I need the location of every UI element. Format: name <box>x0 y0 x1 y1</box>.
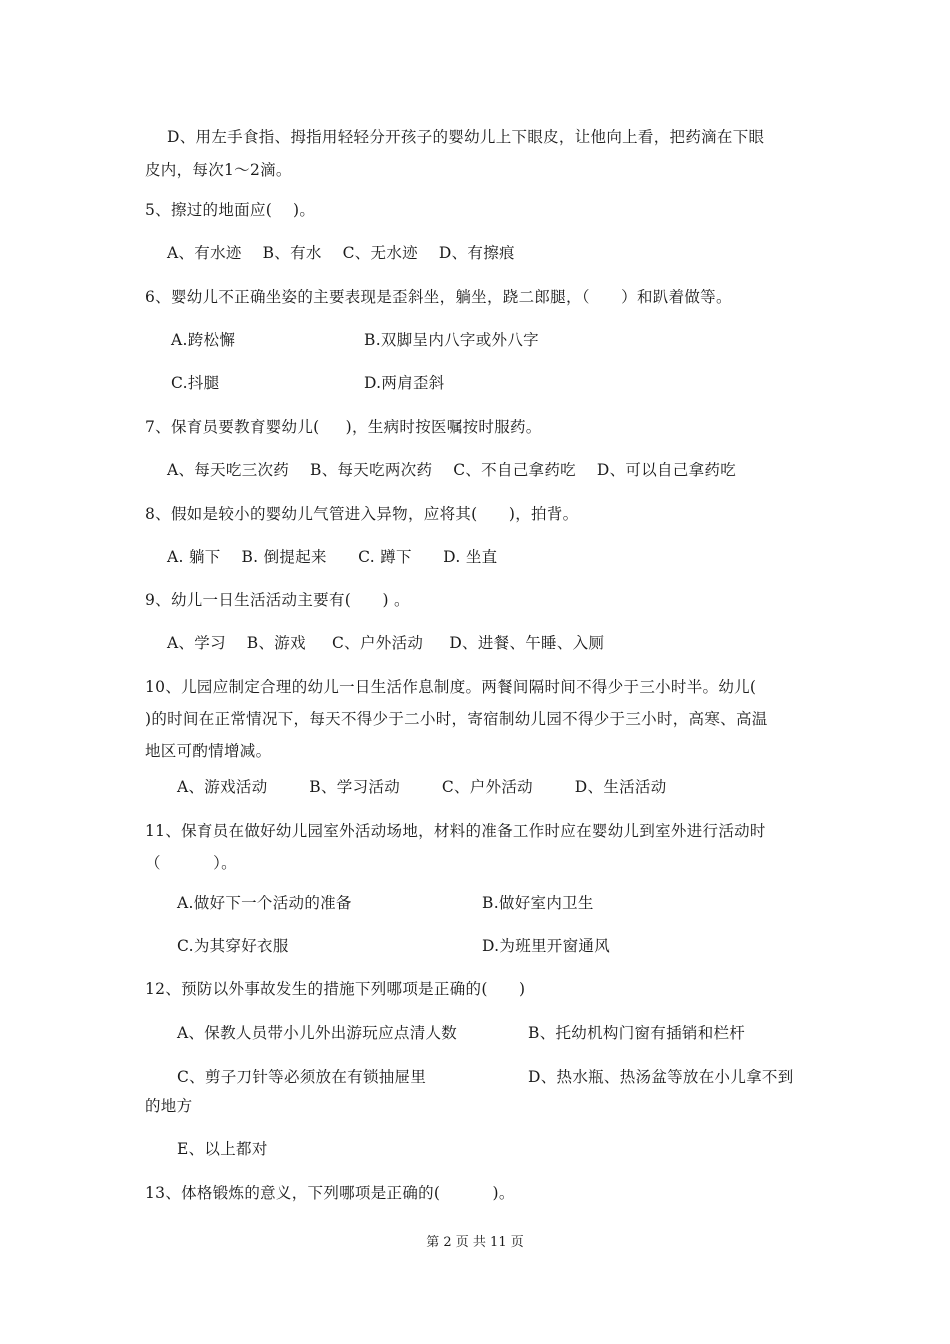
question-8: 8、假如是较小的婴幼儿气管进入异物，应将其( )，拍背。 <box>145 505 579 523</box>
question-6-option-a: A.跨松懈 <box>171 331 236 349</box>
question-12-option-c: C、剪子刀针等必须放在有锁抽屉里 <box>177 1068 427 1086</box>
question-13: 13、体格锻炼的意义，下列哪项是正确的( )。 <box>145 1184 515 1202</box>
question-5: 5、擦过的地面应( )。 <box>145 201 316 219</box>
question-12-option-d-cont: 的地方 <box>145 1097 193 1115</box>
question-11-line-2: （ ）。 <box>145 854 237 872</box>
question-6-option-c: C.抖腿 <box>171 374 220 392</box>
question-11-option-a: A.做好下一个活动的准备 <box>177 894 352 912</box>
question-12-option-d: D、热水瓶、热汤盆等放在小儿拿不到 <box>528 1068 794 1086</box>
option-d-line-1: D、用左手食指、拇指用轻轻分开孩子的婴幼儿上下眼皮，让他向上看，把药滴在下眼 <box>167 128 765 146</box>
question-10-line-3: 地区可酌情增减。 <box>145 742 272 760</box>
option-d-line-2: 皮内，每次1～2滴。 <box>145 161 292 179</box>
question-11-option-c: C.为其穿好衣服 <box>177 937 289 955</box>
question-9: 9、幼儿一日生活活动主要有( ) 。 <box>145 591 410 609</box>
question-12-option-a: A、保教人员带小儿外出游玩应点清人数 <box>177 1024 458 1042</box>
question-11-option-b: B.做好室内卫生 <box>482 894 594 912</box>
question-12-option-b: B、托幼机构门窗有插销和栏杆 <box>528 1024 746 1042</box>
question-10-line-1: 10、儿园应制定合理的幼儿一日生活作息制度。两餐间隔时间不得少于三小时半。幼儿( <box>145 678 757 696</box>
question-9-options: A、学习 B、游戏 C、户外活动 D、进餐、午睡、入厕 <box>167 634 605 652</box>
question-7: 7、保育员要教育婴幼儿( )，生病时按医嘱按时服药。 <box>145 418 542 436</box>
question-6-option-d: D.两肩歪斜 <box>364 374 445 392</box>
question-11-option-d: D.为班里开窗通风 <box>482 937 611 955</box>
question-6-option-b: B.双脚呈内八字或外八字 <box>364 331 539 349</box>
question-5-options: A、有水迹 B、有水 C、无水迹 D、有擦痕 <box>167 244 515 262</box>
question-12-option-e: E、以上都对 <box>177 1140 268 1158</box>
question-7-options: A、每天吃三次药 B、每天吃两次药 C、不自己拿药吃 D、可以自己拿药吃 <box>167 461 736 479</box>
question-10-options: A、游戏活动 B、学习活动 C、户外活动 D、生活活动 <box>177 778 667 796</box>
question-12: 12、预防以外事故发生的措施下列哪项是正确的( ) <box>145 980 526 998</box>
page-footer: 第 2 页 共 11 页 <box>426 1235 524 1250</box>
question-10-line-2: )的时间在正常情况下，每天不得少于二小时，寄宿制幼儿园不得少于三小时，高寒、高温 <box>145 710 768 728</box>
question-6: 6、婴幼儿不正确坐姿的主要表现是歪斜坐，躺坐，跷二郎腿，（ ）和趴着做等。 <box>145 288 732 306</box>
question-11-line-1: 11、保育员在做好幼儿园室外活动场地，材料的准备工作时应在婴幼儿到室外进行活动时 <box>145 822 766 840</box>
question-8-options: A. 躺下 B. 倒提起来 C. 蹲下 D. 坐直 <box>167 548 498 566</box>
